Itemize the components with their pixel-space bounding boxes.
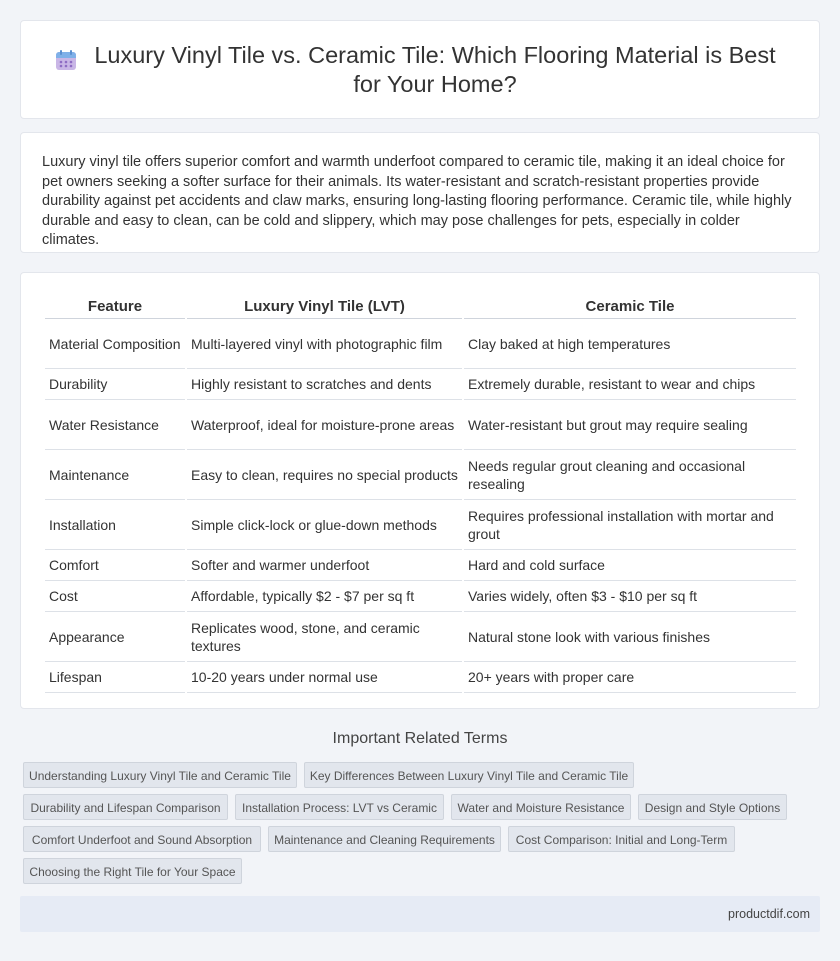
related-tag[interactable]: Choosing the Right Tile for Your Space <box>23 858 242 884</box>
feature-cell: Maintenance <box>45 450 185 500</box>
table-row <box>45 612 796 662</box>
lvt-cell: Waterproof, ideal for moisture-prone areas <box>187 400 462 450</box>
table-row <box>45 400 796 450</box>
comparison-card <box>20 272 820 709</box>
table-row <box>45 581 796 612</box>
related-tag[interactable]: Water and Moisture Resistance <box>451 794 631 820</box>
ceramic-cell: Needs regular grout cleaning and occasional resealing <box>464 450 796 500</box>
lvt-cell: Multi-layered vinyl with photographic film <box>187 319 462 369</box>
header-feature: Feature <box>45 295 185 319</box>
lvt-cell: Softer and warmer underfoot <box>187 550 462 581</box>
table-row <box>45 450 796 500</box>
comparison-table <box>43 295 798 693</box>
related-tag[interactable]: Comfort Underfoot and Sound Absorption <box>23 826 261 852</box>
related-tag[interactable]: Cost Comparison: Initial and Long-Term <box>508 826 735 852</box>
related-tag[interactable]: Durability and Lifespan Comparison <box>23 794 228 820</box>
intro-card <box>20 132 820 253</box>
ceramic-cell: Requires professional installation with mortar and grout <box>464 500 796 550</box>
feature-cell: Durability <box>45 369 185 400</box>
lvt-cell: Affordable, typically $2 - $7 per sq ft <box>187 581 462 612</box>
intro-paragraph: Luxury vinyl tile offers superior comfort and warmth underfoot compared to ceramic tile, making it an ideal choice for pet owners seeking a softer surface for their animals. Its water-resistant and scratch-resistant properties provide durability against pet accidents and claw marks, ensuring long-lasting flooring performance. Ceramic tile, while highly durable and easy to clean, can be cold and slippery, which may pose challenges for pets, especially in colder climates. <box>42 154 792 248</box>
related-terms-section <box>20 728 820 879</box>
lvt-cell: 10-20 years under normal use <box>187 662 462 693</box>
footer-site-link[interactable]: productdif.com <box>728 907 810 921</box>
ceramic-cell: Extremely durable, resistant to wear and chips <box>464 369 796 400</box>
header-lvt: Luxury Vinyl Tile (LVT) <box>187 295 462 319</box>
lvt-cell: Simple click-lock or glue-down methods <box>187 500 462 550</box>
lvt-cell: Replicates wood, stone, and ceramic textures <box>187 612 462 662</box>
lvt-cell: Easy to clean, requires no special products <box>187 450 462 500</box>
ceramic-cell: Hard and cold surface <box>464 550 796 581</box>
related-tag[interactable]: Key Differences Between Luxury Vinyl Tile and Ceramic Tile <box>304 762 634 788</box>
feature-cell: Material Composition <box>45 319 185 369</box>
ceramic-cell: 20+ years with proper care <box>464 662 796 693</box>
ceramic-cell: Clay baked at high temperatures <box>464 319 796 369</box>
ceramic-cell: Natural stone look with various finishes <box>464 612 796 662</box>
feature-cell: Lifespan <box>45 662 185 693</box>
header-ceramic: Ceramic Tile <box>464 295 796 319</box>
page-title: Luxury Vinyl Tile vs. Ceramic Tile: Which Flooring Material is Best for Your Home? <box>94 41 776 97</box>
feature-cell: Appearance <box>45 612 185 662</box>
title-card <box>20 20 820 119</box>
table-row <box>45 319 796 369</box>
feature-cell: Cost <box>45 581 185 612</box>
ceramic-cell: Varies widely, often $3 - $10 per sq ft <box>464 581 796 612</box>
feature-cell: Water Resistance <box>45 400 185 450</box>
related-tag[interactable]: Maintenance and Cleaning Requirements <box>268 826 501 852</box>
footer <box>20 896 820 932</box>
related-tag[interactable]: Understanding Luxury Vinyl Tile and Ceramic Tile <box>23 762 297 788</box>
feature-cell: Comfort <box>45 550 185 581</box>
table-row <box>45 369 796 400</box>
ceramic-cell: Water-resistant but grout may require sealing <box>464 400 796 450</box>
feature-cell: Installation <box>45 500 185 550</box>
table-row <box>45 662 796 693</box>
lvt-cell: Highly resistant to scratches and dents <box>187 369 462 400</box>
table-row <box>45 550 796 581</box>
related-tag[interactable]: Installation Process: LVT vs Ceramic <box>235 794 444 820</box>
related-terms-title: Important Related Terms <box>332 730 508 747</box>
table-row <box>45 500 796 550</box>
related-tag[interactable]: Design and Style Options <box>638 794 787 820</box>
